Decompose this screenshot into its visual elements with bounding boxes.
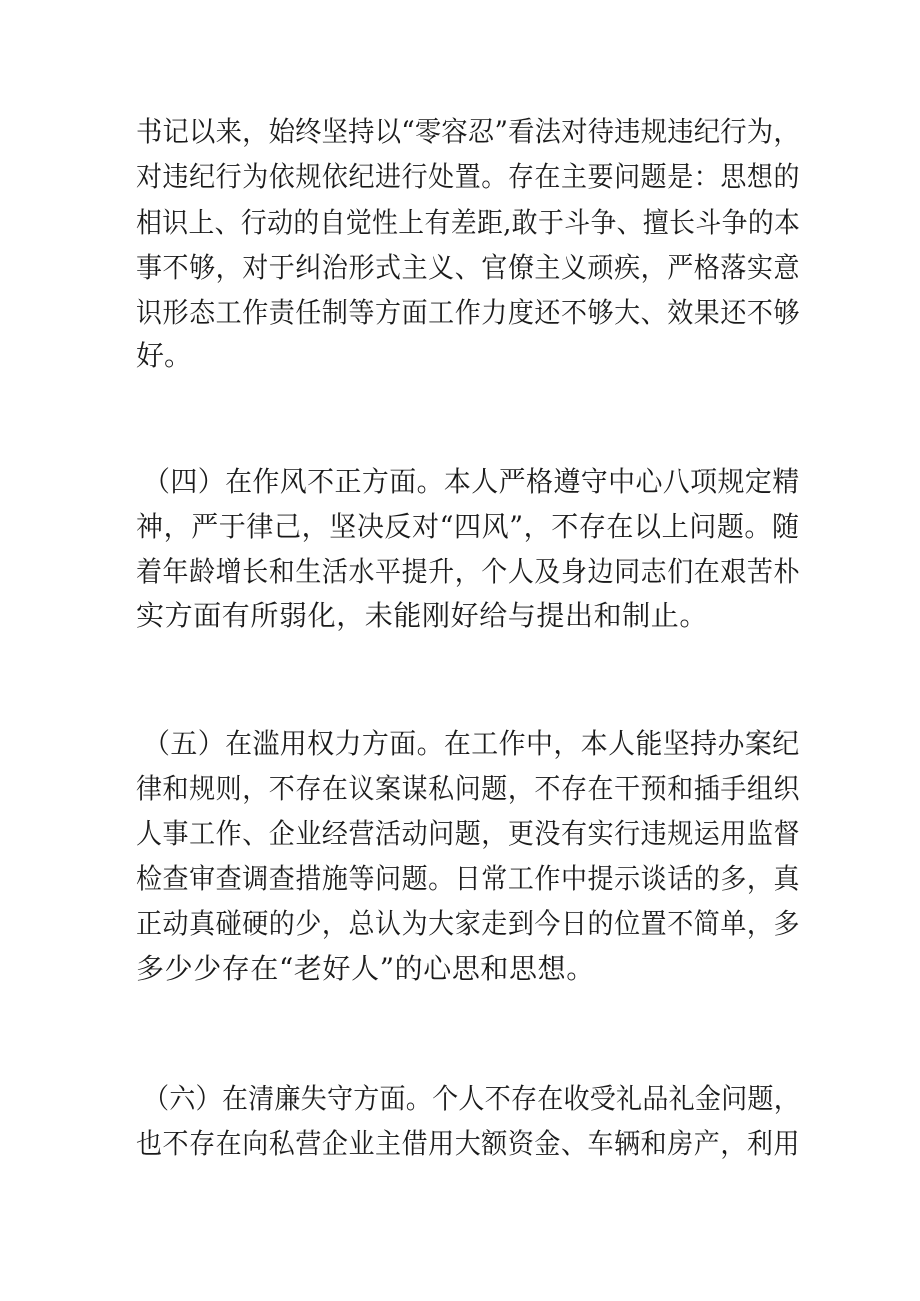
paragraph-line: 检查审查调查措施等问题。日常工作中提示谈话的多，真: [136, 862, 801, 895]
paragraph-line: 神，严于律己，坚决反对“四风”，不存在以上问题。随: [136, 510, 800, 543]
paragraph-line: 事不够，对于纠治形式主义、官僚主义顽疾，严格落实意: [136, 251, 801, 284]
paragraph-line: 着年龄增长和生活水平提升，个人及身边同志们在艰苦朴: [136, 555, 801, 588]
paragraph-line: 正动真碰硬的少，总认为大家走到今日的位置不简单，多: [136, 907, 801, 940]
paragraph-line: 好。: [136, 339, 193, 372]
paragraph-line: 多少少存在“老好人”的心思和思想。: [136, 952, 595, 985]
paragraph-line: （五）在滥用权力方面。在工作中，本人能坚持办案纪: [143, 727, 800, 760]
paragraph-line: 人事工作、企业经营活动问题，更没有实行违规运用监督: [136, 817, 801, 850]
paragraph-line: 书记以来，始终坚持以“零容忍”看法对待违规违纪行为，: [136, 115, 800, 148]
paragraph-line: （六）在清廉失守方面。个人不存在收受礼品礼金问题，: [143, 1082, 801, 1115]
paragraph-line: 律和规则，不存在议案谋私问题，不存在干预和插手组织: [136, 772, 801, 805]
paragraph-line: 相识上、行动的自觉性上有差距,敢于斗争、擅长斗争的本: [136, 206, 801, 239]
paragraph-line: （四）在作风不正方面。本人严格遵守中心八项规定精: [143, 465, 800, 498]
paragraph-line: 也不存在向私营企业主借用大额资金、车辆和房产，利用: [136, 1127, 801, 1160]
paragraph-line: 对违纪行为依规依纪进行处置。存在主要问题是：思想的: [136, 160, 801, 193]
paragraph-line: 识形态工作责任制等方面工作力度还不够大、效果还不够: [136, 296, 801, 329]
paragraph-line: 实方面有所弱化，未能刚好给与提出和制止。: [136, 599, 709, 632]
